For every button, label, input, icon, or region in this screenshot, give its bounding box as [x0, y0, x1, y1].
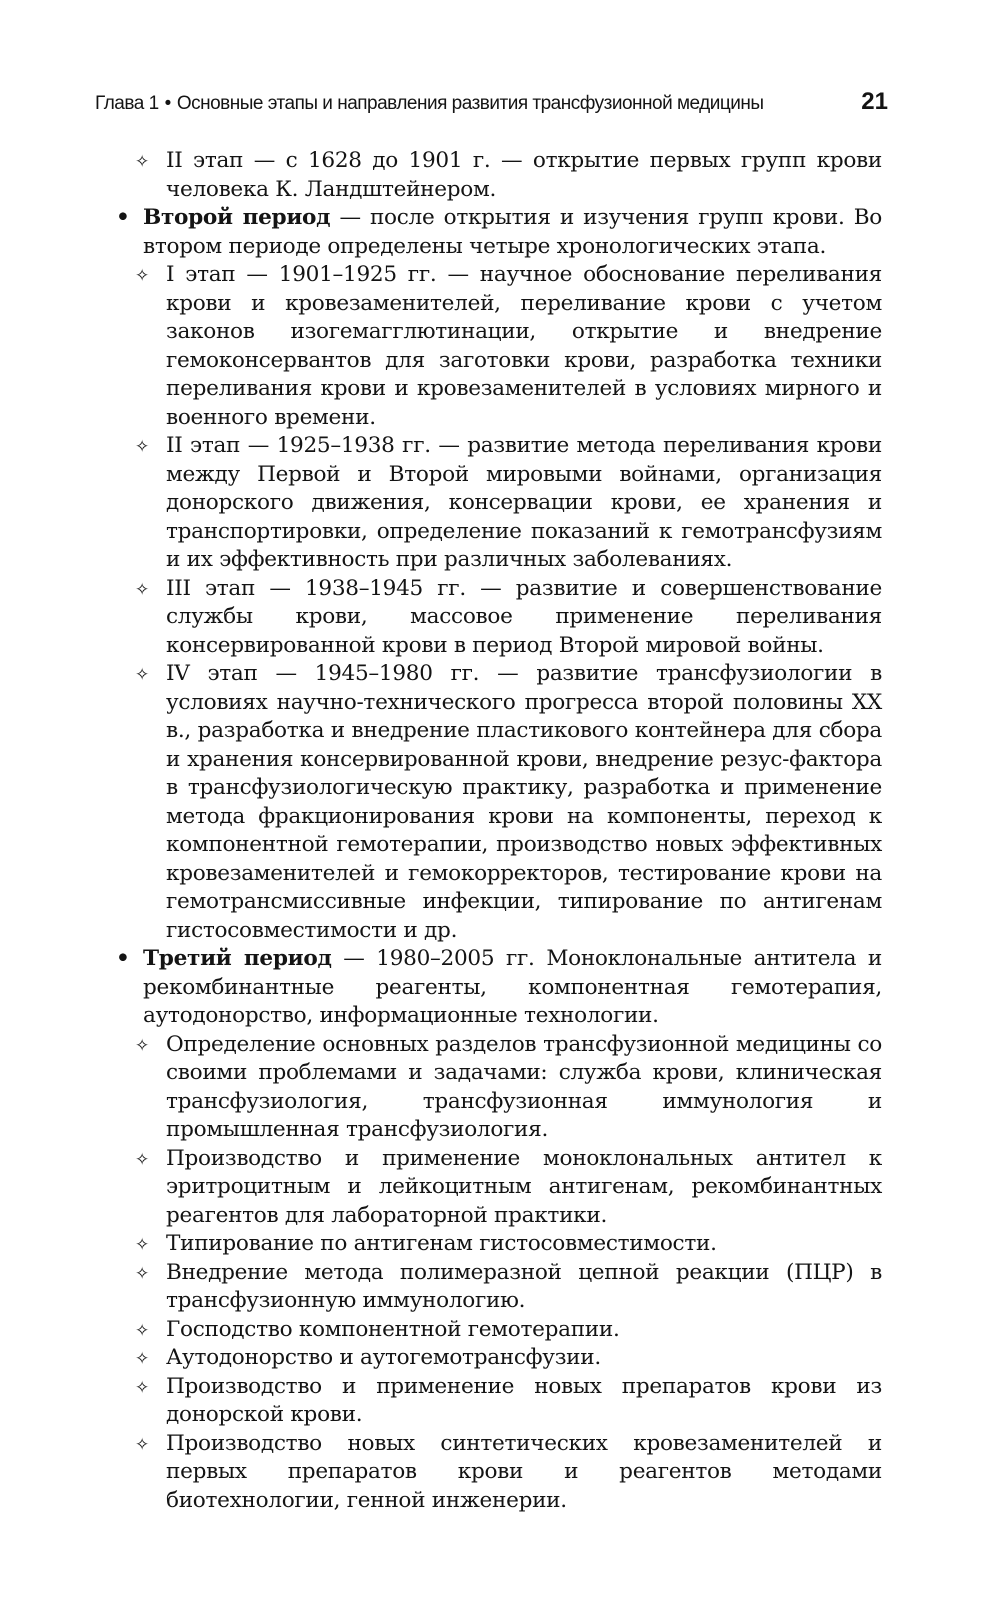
- header-text: [95, 93, 764, 115]
- item-text: Господство компонентной гемотерапии.: [166, 1316, 620, 1342]
- diamond-marker-icon: ✧: [135, 437, 149, 457]
- chapter-title: Основные этапы и направления развития трансфузионной медицины: [176, 93, 764, 114]
- stage-item: [114, 1145, 882, 1231]
- stage-item: [114, 660, 882, 945]
- body-text: [114, 147, 882, 1515]
- diamond-marker-icon: ✧: [135, 1349, 149, 1369]
- header-bullet: •: [164, 93, 171, 114]
- diamond-marker-icon: ✧: [135, 266, 149, 286]
- period-item: [114, 945, 882, 1031]
- period-title: Второй период: [143, 205, 331, 230]
- item-text: II этап — с 1628 до 1901 г. — открытие первых групп крови человека К. Ландштейнером.: [166, 148, 882, 202]
- diamond-marker-icon: ✧: [135, 1434, 149, 1455]
- item-text: Внедрение метода полимеразной цепной реакции (ПЦР) в трансфузионную иммунологию.: [166, 1259, 882, 1313]
- stage-item: [114, 1373, 882, 1430]
- item-text: Аутодонорство и аутогемотрансфузии.: [166, 1345, 601, 1370]
- item-text: Производство новых синтетических кровезаменителей и первых препаратов крови и реагентов методами биотехнологии, генной инженерии.: [166, 1430, 882, 1513]
- item-text: Производство и применение новых препаратов крови из донорской крови.: [166, 1373, 882, 1427]
- diamond-marker-icon: ✧: [135, 579, 149, 600]
- item-text: I этап — 1901–1925 гг. — научное обоснование переливания крови и кровезаменителей, переливание крови с учетом законов изогемагглютинации, открытие и внедрение гемоконсервантов для заготовки крови, разработка техники переливания крови и кровезаменителей в условиях мирного и военного времени.: [166, 262, 882, 430]
- period-title: Третий период: [143, 946, 332, 971]
- diamond-marker-icon: ✧: [135, 1035, 149, 1056]
- item-text: III этап — 1938–1945 гг. — развитие и совершенствование службы крови, массовое применение переливания консервированной крови в период Второй мировой войны.: [166, 575, 882, 658]
- diamond-marker-icon: ✧: [135, 1320, 149, 1341]
- item-text: Определение основных разделов трансфузионной медицины со своими проблемами и задачами: служба крови, клиническая трансфузиология, трансфузионная иммунология и промышленная трансфузиология.: [166, 1031, 882, 1142]
- stage-item: [114, 1259, 882, 1316]
- diamond-marker-icon: ✧: [135, 1377, 149, 1398]
- diamond-marker-icon: ✧: [135, 1263, 149, 1284]
- item-text: Типирование по антигенам гистосовместимости.: [166, 1231, 717, 1256]
- stage-item: [114, 1344, 882, 1373]
- stage-item: [114, 575, 882, 661]
- bullet-marker: •: [116, 946, 130, 971]
- diamond-marker-icon: ✧: [135, 665, 149, 685]
- period-item: [114, 204, 882, 261]
- stage-item: [114, 432, 882, 575]
- page-number: 21: [861, 88, 888, 115]
- stage-item: [114, 1230, 882, 1259]
- chapter-label: Глава 1: [95, 93, 159, 114]
- item-text: — 1980–2005 гг. Моноклональные антитела и рекомбинантные реагенты, компонентная гемотерапия, аутодонорство, информационные технологии.: [143, 946, 882, 1028]
- stage-item: [114, 147, 882, 204]
- running-header: [95, 88, 888, 122]
- diamond-marker-icon: ✧: [135, 152, 149, 172]
- stage-item: [114, 1031, 882, 1145]
- diamond-marker-icon: ✧: [135, 1235, 149, 1255]
- item-text: II этап — 1925–1938 гг. — развитие метода переливания крови между Первой и Второй мировыми войнами, организация донорского движения, консервации крови, ее хранения и транспортировки, определение показаний к гемотрансфузиям и их эффективность при различных заболеваниях.: [166, 433, 882, 572]
- stage-item: [114, 1316, 882, 1345]
- bullet-marker: •: [116, 205, 130, 230]
- item-text: Производство и применение моноклональных антител к эритроцитным и лейкоцитным антигенам, рекомбинантных реагентов для лабораторной практики.: [166, 1145, 882, 1228]
- diamond-marker-icon: ✧: [135, 1149, 149, 1170]
- item-text: IV этап — 1945–1980 гг. — развитие трансфузиологии в условиях научно-технического прогресса второй половины XX в., разработка и внедрение пластикового контейнера для сбора и хранения консервированной крови, внедрение резус-фактора в трансфузиологическую практику, разработка и применение метода фракционирования крови на компоненты, переход к компонентной гемотерапии, производство новых эффективных кровезаменителей и гемокорректоров, тестирование крови на гемотрансмиссивные инфекции, типирование по антигенам гистосовместимости и др.: [166, 661, 882, 943]
- stage-item: [114, 1430, 882, 1516]
- stage-item: [114, 261, 882, 432]
- item-text: — после открытия и изучения групп крови. Во втором периоде определены четыре хронологических этапа.: [143, 205, 882, 259]
